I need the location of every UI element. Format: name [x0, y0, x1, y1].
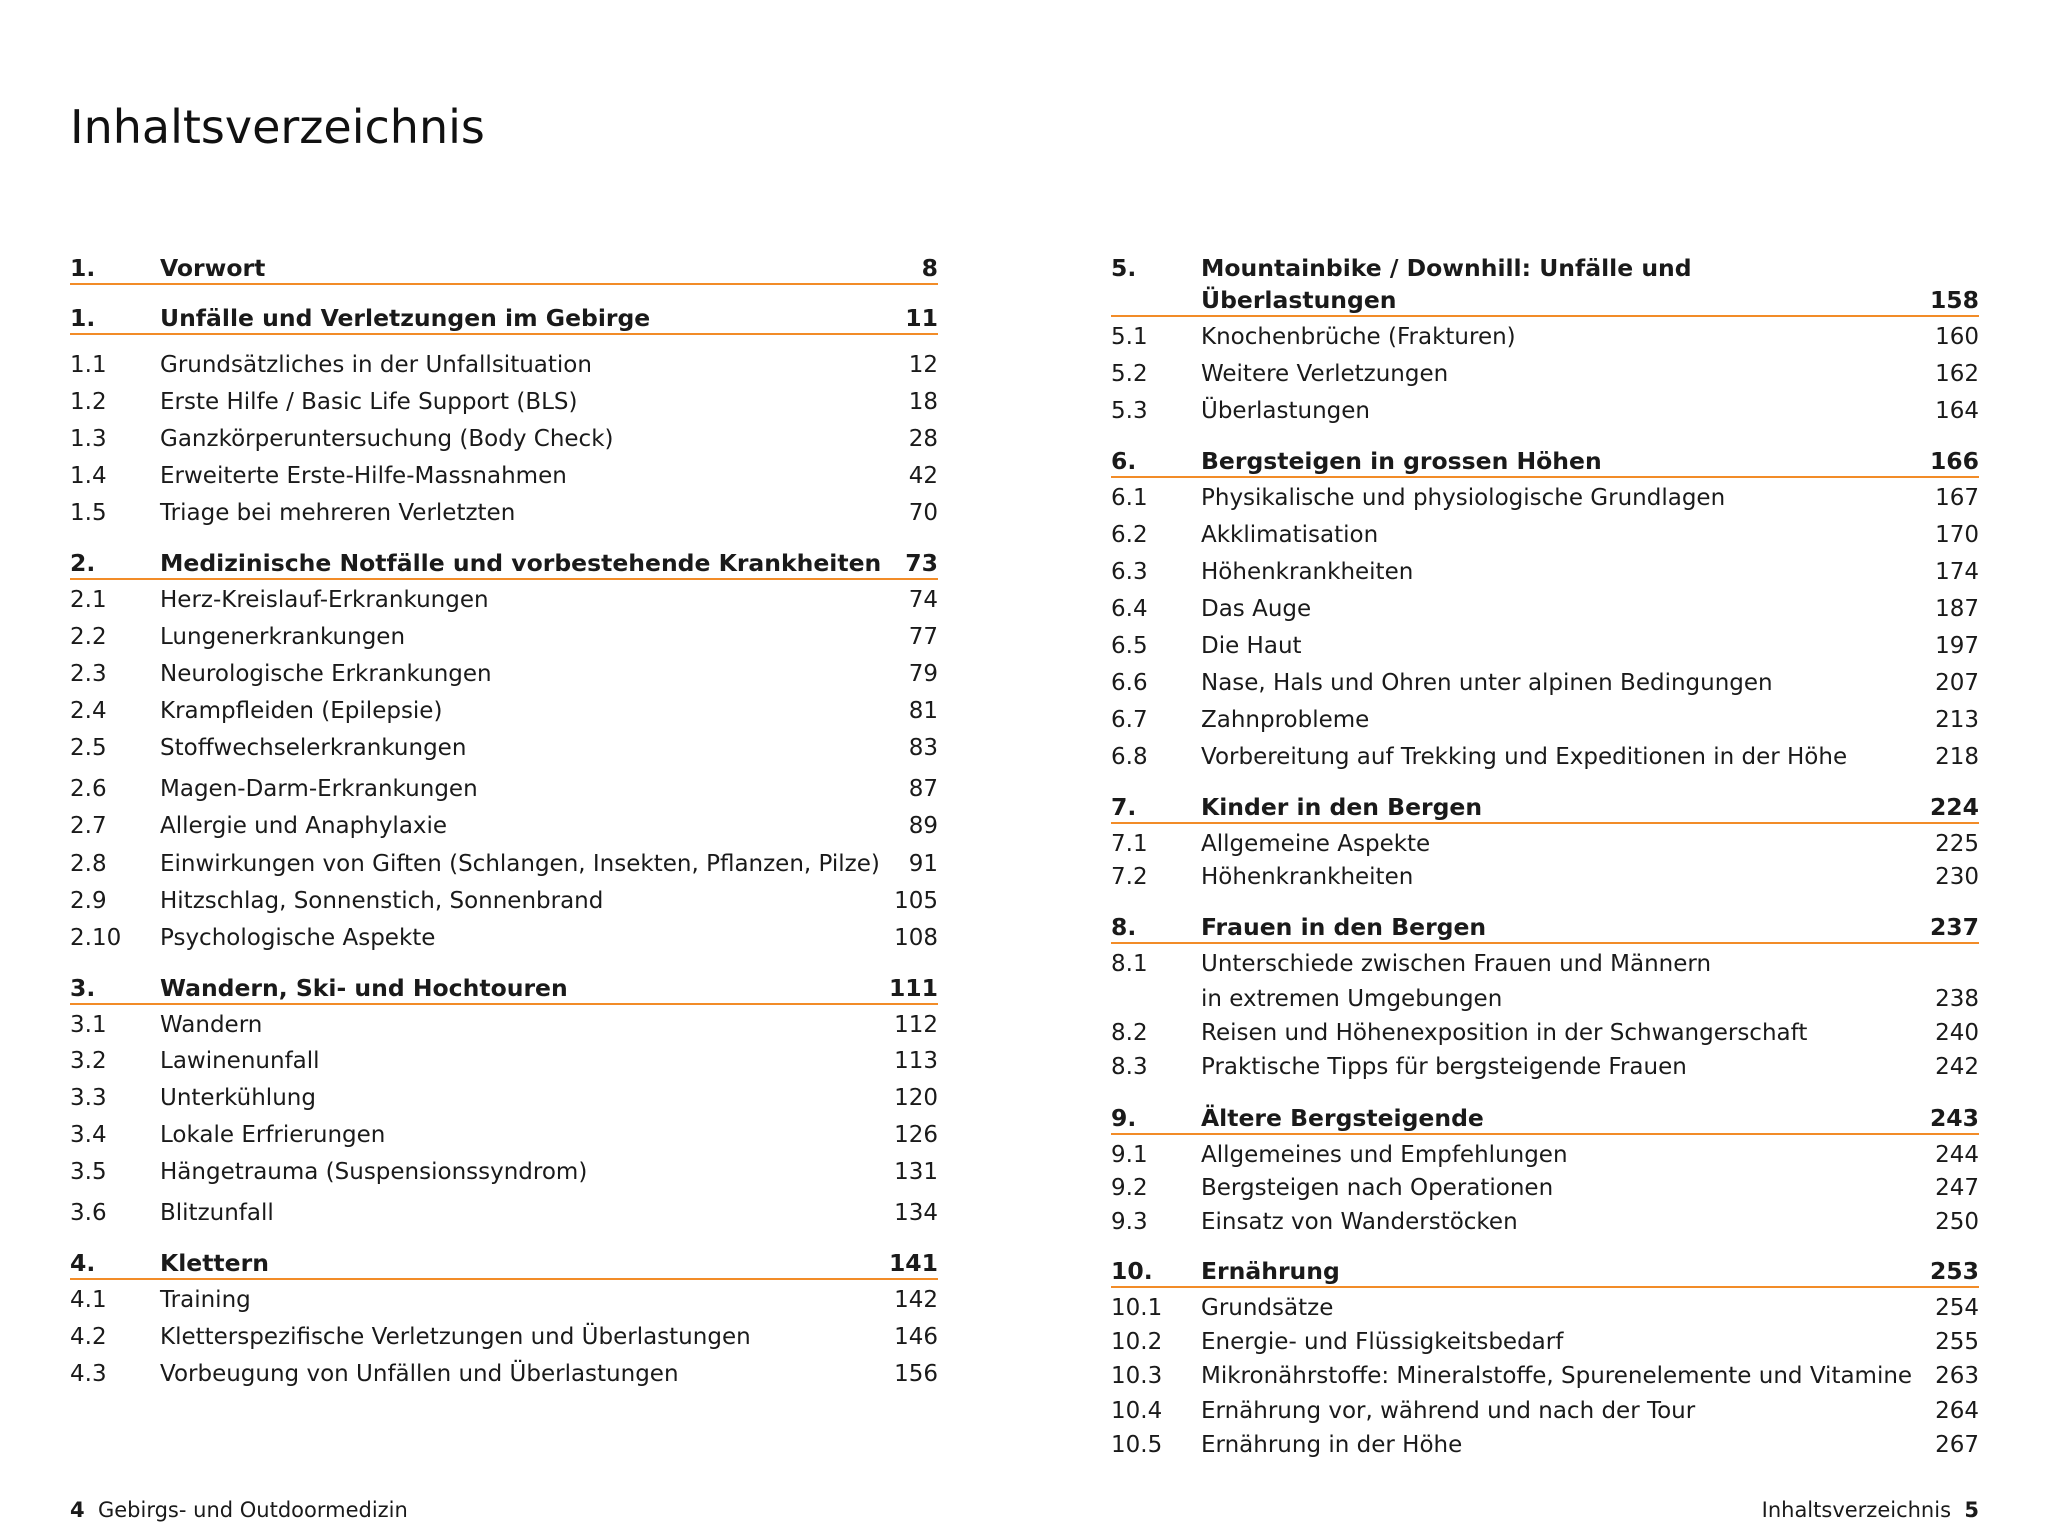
toc-entry-title: Lungenerkrankungen [160, 624, 406, 650]
toc-entry-title: Lawinenunfall [160, 1048, 320, 1074]
toc-entry-page: 18 [908, 389, 938, 415]
toc-entry-page: 255 [1935, 1329, 1979, 1355]
toc-entry-title: Allergie und Anaphylaxie [160, 813, 448, 839]
toc-entry-number: 8. [1111, 913, 1137, 941]
toc-entry-title: Bergsteigen nach Operationen [1201, 1175, 1554, 1201]
toc-entry-title: Psychologische Aspekte [160, 925, 436, 951]
toc-section-entry[interactable] [70, 498, 938, 528]
toc-entry-page: 12 [908, 352, 938, 378]
toc-entry-title: Klettern [160, 1249, 269, 1277]
toc-entry-title: Nase, Hals und Ohren unter alpinen Bedingungen [1201, 670, 1773, 696]
toc-section-entry[interactable] [70, 774, 938, 804]
chapter-divider [70, 1003, 938, 1005]
toc-entry-page: 207 [1935, 670, 1979, 696]
toc-section-entry[interactable] [70, 923, 938, 953]
toc-entry-title: Vorbeugung von Unfällen und Überlastungen [160, 1361, 679, 1387]
toc-entry-title: Wandern [160, 1012, 263, 1038]
toc-entry-number: 1. [70, 304, 96, 332]
toc-entry-title: Kinder in den Bergen [1201, 793, 1483, 821]
toc-entry-title: Blitzunfall [160, 1200, 274, 1226]
toc-entry-page: 263 [1935, 1363, 1979, 1389]
toc-entry-number: 9.3 [1111, 1209, 1148, 1235]
chapter-divider [70, 283, 938, 285]
toc-chapter-entry[interactable] [70, 1248, 938, 1278]
toc-entry-title: Akklimatisation [1201, 522, 1379, 548]
toc-entry-title: Ganzkörperuntersuchung (Body Check) [160, 426, 614, 452]
toc-chapter-entry[interactable] [1111, 1103, 1979, 1133]
page-title: Inhaltsverzeichnis [70, 100, 485, 154]
toc-section-entry[interactable] [1111, 1293, 1979, 1323]
toc-entry-page: 240 [1935, 1020, 1979, 1046]
toc-entry-page: 111 [888, 974, 938, 1002]
toc-entry-title: Training [160, 1287, 251, 1313]
toc-entry-title: Allgemeine Aspekte [1201, 831, 1431, 857]
toc-entry-number: 2.10 [70, 925, 122, 951]
toc-entry-page: 89 [908, 813, 938, 839]
toc-entry-number: 2.4 [70, 698, 107, 724]
toc-entry-number: 2.1 [70, 587, 107, 613]
toc-entry-page: 42 [908, 463, 938, 489]
chapter-divider [1111, 1133, 1979, 1135]
toc-entry-number: 3.4 [70, 1122, 107, 1148]
toc-entry-page: 105 [894, 888, 938, 914]
toc-entry-title-continued: in extremen Umgebungen [1201, 986, 1503, 1012]
toc-chapter-entry[interactable] [70, 973, 938, 1003]
toc-entry-title: Höhenkrankheiten [1201, 559, 1414, 585]
toc-section-entry[interactable] [1111, 1396, 1979, 1426]
toc-section-entry[interactable] [1111, 1173, 1979, 1203]
toc-entry-page: 162 [1935, 361, 1979, 387]
toc-entry-page: 11 [905, 304, 938, 332]
toc-entry-number: 1.4 [70, 463, 107, 489]
toc-entry-title: Einsatz von Wanderstöcken [1201, 1209, 1518, 1235]
toc-section-entry[interactable] [1111, 829, 1979, 859]
toc-entry-number: 10.1 [1111, 1295, 1163, 1321]
toc-chapter-entry[interactable] [1111, 792, 1979, 822]
toc-entry-title: Grundsätzliches in der Unfallsituation [160, 352, 592, 378]
toc-chapter-entry[interactable] [1111, 912, 1979, 942]
toc-entry-number: 3. [70, 974, 96, 1002]
toc-entry-number: 4.2 [70, 1324, 107, 1350]
toc-entry-number: 9.2 [1111, 1175, 1148, 1201]
page-number-left: 4 [70, 1498, 85, 1522]
toc-chapter-entry[interactable] [1111, 1256, 1979, 1286]
toc-entry-page: 142 [894, 1287, 938, 1313]
toc-entry-number: 7. [1111, 793, 1137, 821]
toc-entry-number: 2.9 [70, 888, 107, 914]
page-number-right: 5 [1964, 1498, 1979, 1522]
toc-entry-page: 170 [1935, 522, 1979, 548]
toc-entry-number: 7.1 [1111, 831, 1148, 857]
chapter-divider [70, 578, 938, 580]
toc-section-entry[interactable] [70, 1083, 938, 1113]
toc-entry-page: 187 [1935, 596, 1979, 622]
toc-section-entry[interactable] [70, 811, 938, 841]
toc-entry-number: 10.4 [1111, 1398, 1163, 1424]
toc-section-entry[interactable] [70, 622, 938, 652]
toc-entry-number: 10.3 [1111, 1363, 1163, 1389]
toc-entry-title: Weitere Verletzungen [1201, 361, 1449, 387]
footer-section-title: Inhaltsverzeichnis [1761, 1498, 1952, 1522]
toc-entry-number: 6.4 [1111, 596, 1148, 622]
toc-entry-number: 2.7 [70, 813, 107, 839]
toc-entry-page: 174 [1935, 559, 1979, 585]
toc-entry-number: 5. [1111, 254, 1137, 282]
toc-entry-page: 225 [1935, 831, 1979, 857]
toc-entry-title: Lokale Erfrierungen [160, 1122, 386, 1148]
chapter-divider [1111, 315, 1979, 317]
toc-entry-page: 108 [894, 925, 938, 951]
toc-entry-page: 237 [1929, 913, 1979, 941]
toc-entry-title: Höhenkrankheiten [1201, 864, 1414, 890]
toc-section-entry[interactable] [1111, 1430, 1979, 1460]
toc-entry-number: 5.2 [1111, 361, 1148, 387]
toc-chapter-entry[interactable] [70, 548, 938, 578]
toc-entry-title: Reisen und Höhenexposition in der Schwangerschaft [1201, 1020, 1808, 1046]
toc-entry-page: 164 [1935, 398, 1979, 424]
toc-entry-page: 8 [921, 254, 938, 282]
toc-entry-page: 91 [908, 851, 938, 877]
toc-entry-number: 2.3 [70, 661, 107, 687]
toc-entry-page: 134 [894, 1200, 938, 1226]
toc-entry-page: 70 [908, 500, 938, 526]
toc-entry-page: 112 [894, 1012, 938, 1038]
toc-entry-number: 8.3 [1111, 1054, 1148, 1080]
toc-entry-number: 4. [70, 1249, 96, 1277]
toc-entry-number: 6.3 [1111, 559, 1148, 585]
toc-entry-page: 28 [908, 426, 938, 452]
toc-entry-title: Vorbereitung auf Trekking und Expeditionen in der Höhe [1201, 744, 1848, 770]
toc-entry-number: 1.1 [70, 352, 107, 378]
toc-section-entry[interactable] [1111, 359, 1979, 389]
toc-entry-title: Knochenbrüche (Frakturen) [1201, 324, 1516, 350]
toc-section-entry[interactable] [1111, 1052, 1979, 1082]
toc-entry-title: Physikalische und physiologische Grundlagen [1201, 485, 1726, 511]
toc-entry-page: 156 [894, 1361, 938, 1387]
toc-entry-page: 146 [894, 1324, 938, 1350]
toc-section-entry[interactable] [70, 424, 938, 454]
toc-entry-title: Unterschiede zwischen Frauen und Männern [1201, 951, 1712, 977]
toc-entry-page: 141 [888, 1249, 938, 1277]
toc-entry-page: 254 [1935, 1295, 1979, 1321]
toc-entry-title: Triage bei mehreren Verletzten [160, 500, 516, 526]
toc-section-entry[interactable] [1111, 1140, 1979, 1170]
toc-section-entry[interactable] [1111, 668, 1979, 698]
toc-section-entry[interactable] [1111, 557, 1979, 587]
toc-section-entry[interactable] [1111, 631, 1979, 661]
toc-section-entry[interactable] [70, 1285, 938, 1315]
toc-section-entry[interactable] [70, 659, 938, 689]
toc-entry-title: Hitzschlag, Sonnenstich, Sonnenbrand [160, 888, 604, 914]
toc-chapter-entry[interactable] [1111, 446, 1979, 476]
toc-section-entry[interactable] [70, 387, 938, 417]
toc-section-entry[interactable] [70, 886, 938, 916]
toc-entry-number: 1.3 [70, 426, 107, 452]
toc-entry-page: 218 [1935, 744, 1979, 770]
toc-entry-title: Medizinische Notfälle und vorbestehende Krankheiten [160, 549, 882, 577]
toc-entry-page: 158 [1929, 286, 1979, 314]
toc-entry-number: 6.1 [1111, 485, 1148, 511]
toc-entry-number: 9. [1111, 1104, 1137, 1132]
toc-section-entry[interactable] [70, 849, 938, 879]
toc-entry-title: Mountainbike / Downhill: Unfälle und [1201, 254, 1692, 282]
toc-entry-number: 6. [1111, 447, 1137, 475]
toc-entry-title: Herz-Kreislauf-Erkrankungen [160, 587, 489, 613]
toc-entry-page: 160 [1935, 324, 1979, 350]
toc-entry-number: 9.1 [1111, 1142, 1148, 1168]
toc-entry-title: Stoffwechselerkrankungen [160, 735, 467, 761]
toc-entry-page: 197 [1935, 633, 1979, 659]
toc-entry-title-continued: Überlastungen [1201, 286, 1397, 314]
footer-right [1762, 1496, 1979, 1524]
toc-entry-title: Praktische Tipps für bergsteigende Frauen [1201, 1054, 1687, 1080]
toc-entry-title: Bergsteigen in grossen Höhen [1201, 447, 1602, 475]
toc-entry-page: 244 [1935, 1142, 1979, 1168]
toc-entry-page: 126 [894, 1122, 938, 1148]
toc-section-entry[interactable] [1111, 520, 1979, 550]
toc-entry-page: 213 [1935, 707, 1979, 733]
toc-entry-title: Allgemeines und Empfehlungen [1201, 1142, 1568, 1168]
toc-entry-title: Die Haut [1201, 633, 1302, 659]
toc-section-entry[interactable] [70, 1198, 938, 1228]
toc-entry-title: Ältere Bergsteigende [1201, 1104, 1484, 1132]
toc-entry-page: 167 [1935, 485, 1979, 511]
toc-entry-page: 73 [905, 549, 938, 577]
toc-entry-title: Hängetrauma (Suspensionssyndrom) [160, 1159, 588, 1185]
footer-book-title: Gebirgs- und Outdoormedizin [97, 1498, 408, 1522]
toc-entry-title: Überlastungen [1201, 398, 1371, 424]
toc-section-entry[interactable] [1111, 949, 1979, 1014]
toc-section-entry[interactable] [1111, 1327, 1979, 1357]
toc-entry-number: 2.2 [70, 624, 107, 650]
toc-entry-number: 10. [1111, 1257, 1153, 1285]
toc-entry-number: 1. [70, 254, 96, 282]
chapter-divider [70, 333, 938, 335]
toc-entry-title: Erste Hilfe / Basic Life Support (BLS) [160, 389, 578, 415]
chapter-divider [1111, 822, 1979, 824]
toc-entry-title: Das Auge [1201, 596, 1312, 622]
toc-entry-page: 238 [1935, 986, 1979, 1012]
toc-entry-title: Mikronährstoffe: Mineralstoffe, Spurenelemente und Vitamine [1201, 1363, 1913, 1389]
toc-entry-page: 230 [1935, 864, 1979, 890]
toc-entry-page: 166 [1929, 447, 1979, 475]
toc-entry-number: 6.5 [1111, 633, 1148, 659]
chapter-divider [1111, 942, 1979, 944]
toc-entry-title: Unterkühlung [160, 1085, 316, 1111]
toc-section-entry[interactable] [1111, 742, 1979, 772]
toc-entry-title: Ernährung [1201, 1257, 1340, 1285]
toc-entry-page: 113 [894, 1048, 938, 1074]
toc-entry-title: Ernährung in der Höhe [1201, 1432, 1463, 1458]
toc-entry-number: 2. [70, 549, 96, 577]
toc-entry-title: Neurologische Erkrankungen [160, 661, 492, 687]
toc-section-entry[interactable] [70, 1359, 938, 1389]
toc-entry-number: 10.5 [1111, 1432, 1163, 1458]
toc-section-entry[interactable] [1111, 862, 1979, 892]
toc-entry-number: 1.5 [70, 500, 107, 526]
toc-entry-page: 264 [1935, 1398, 1979, 1424]
toc-entry-number: 8.2 [1111, 1020, 1148, 1046]
toc-entry-title: Zahnprobleme [1201, 707, 1370, 733]
toc-entry-number: 10.2 [1111, 1329, 1163, 1355]
toc-section-entry[interactable] [70, 1322, 938, 1352]
toc-entry-page: 120 [894, 1085, 938, 1111]
toc-section-entry[interactable] [1111, 1018, 1979, 1048]
toc-entry-title: Wandern, Ski- und Hochtouren [160, 974, 568, 1002]
toc-section-entry[interactable] [1111, 705, 1979, 735]
toc-section-entry[interactable] [70, 1157, 938, 1187]
toc-section-entry[interactable] [1111, 1207, 1979, 1237]
toc-entry-page: 79 [908, 661, 938, 687]
toc-section-entry[interactable] [70, 585, 938, 615]
toc-entry-number: 5.3 [1111, 398, 1148, 424]
toc-entry-page: 243 [1929, 1104, 1979, 1132]
toc-section-entry[interactable] [70, 350, 938, 380]
toc-section-entry[interactable] [1111, 322, 1979, 352]
toc-chapter-entry[interactable] [70, 253, 938, 283]
toc-entry-number: 6.6 [1111, 670, 1148, 696]
toc-entry-page: 131 [894, 1159, 938, 1185]
toc-entry-page: 81 [908, 698, 938, 724]
toc-entry-number: 3.2 [70, 1048, 107, 1074]
toc-entry-title: Kletterspezifische Verletzungen und Überlastungen [160, 1324, 751, 1350]
toc-entry-number: 6.2 [1111, 522, 1148, 548]
toc-entry-number: 6.8 [1111, 744, 1148, 770]
toc-entry-number: 7.2 [1111, 864, 1148, 890]
toc-entry-number: 3.1 [70, 1012, 107, 1038]
toc-entry-title: Magen-Darm-Erkrankungen [160, 776, 478, 802]
toc-entry-number: 2.5 [70, 735, 107, 761]
toc-section-entry[interactable] [1111, 483, 1979, 513]
toc-entry-page: 267 [1935, 1432, 1979, 1458]
toc-entry-title: Vorwort [160, 254, 266, 282]
toc-entry-page: 74 [908, 587, 938, 613]
toc-entry-page: 77 [908, 624, 938, 650]
toc-entry-page: 83 [908, 735, 938, 761]
toc-entry-number: 2.8 [70, 851, 107, 877]
toc-section-entry[interactable] [1111, 594, 1979, 624]
toc-entry-number: 3.6 [70, 1200, 107, 1226]
toc-entry-number: 5.1 [1111, 324, 1148, 350]
chapter-divider [1111, 476, 1979, 478]
toc-entry-title: Unfälle und Verletzungen im Gebirge [160, 304, 651, 332]
chapter-divider [1111, 1286, 1979, 1288]
toc-section-entry[interactable] [70, 696, 938, 726]
toc-section-entry[interactable] [70, 733, 938, 763]
toc-entry-number: 6.7 [1111, 707, 1148, 733]
toc-entry-title: Einwirkungen von Giften (Schlangen, Insekten, Pflanzen, Pilze) [160, 851, 880, 877]
toc-entry-number: 3.5 [70, 1159, 107, 1185]
toc-section-entry[interactable] [70, 1120, 938, 1150]
toc-section-entry[interactable] [70, 1010, 938, 1040]
toc-entry-title: Ernährung vor, während und nach der Tour [1201, 1398, 1696, 1424]
toc-entry-number: 2.6 [70, 776, 107, 802]
toc-entry-number: 4.1 [70, 1287, 107, 1313]
toc-entry-number: 8.1 [1111, 951, 1148, 977]
toc-chapter-entry[interactable] [70, 303, 938, 333]
toc-entry-page: 224 [1929, 793, 1979, 821]
toc-entry-page: 242 [1935, 1054, 1979, 1080]
toc-entry-page: 247 [1935, 1175, 1979, 1201]
toc-entry-number: 3.3 [70, 1085, 107, 1111]
toc-entry-title: Energie- und Flüssigkeitsbedarf [1201, 1329, 1564, 1355]
toc-entry-number: 1.2 [70, 389, 107, 415]
toc-chapter-entry[interactable] [1111, 253, 1979, 318]
toc-entry-page: 87 [908, 776, 938, 802]
chapter-divider [70, 1278, 938, 1280]
toc-entry-title: Grundsätze [1201, 1295, 1334, 1321]
toc-entry-title: Erweiterte Erste-Hilfe-Massnahmen [160, 463, 567, 489]
toc-entry-number: 4.3 [70, 1361, 107, 1387]
toc-entry-title: Krampfleiden (Epilepsie) [160, 698, 443, 724]
toc-entry-page: 253 [1929, 1257, 1979, 1285]
toc-section-entry[interactable] [70, 461, 938, 491]
toc-section-entry[interactable] [1111, 1361, 1979, 1391]
toc-entry-title: Frauen in den Bergen [1201, 913, 1487, 941]
toc-section-entry[interactable] [70, 1046, 938, 1076]
toc-section-entry[interactable] [1111, 396, 1979, 426]
toc-entry-page: 250 [1935, 1209, 1979, 1235]
footer-left [70, 1496, 408, 1524]
